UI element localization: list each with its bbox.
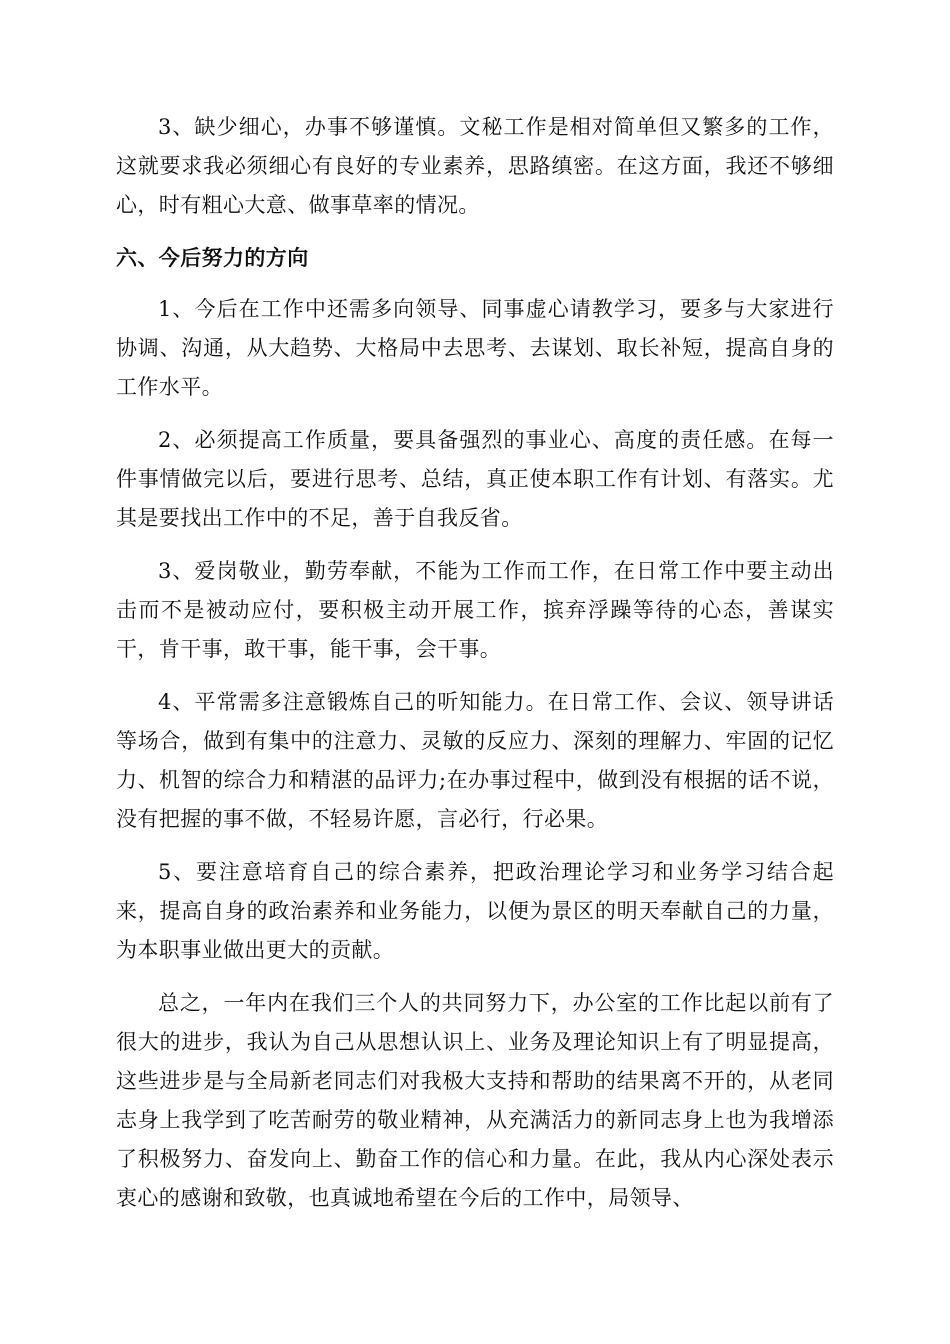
paragraph-direction-4: 4、平常需多注意锻炼自己的听知能力。在日常工作、会议、领导讲话等场合，做到有集中的注意力、灵敏的反应力、深刻的理解力、牢固的记忆力、机智的综合力和精湛的品评力;在办事过程中，做到没有根据的话不说，没有把握的事不做，不轻易许愿，言必行，行必果。 [116, 690, 834, 831]
paragraph-shortcoming-3: 3、缺少细心，办事不够谨慎。文秘工作是相对简单但又繁多的工作，这就要求我必须细心有良好的专业素养，思路缜密。在这方面，我还不够细心，时有粗心大意、做事草率的情况。 [116, 115, 834, 217]
paragraph-direction-5: 5、要注意培育自己的综合素养，把政治理论学习和业务学习结合起来，提高自身的政治素养和业务能力，以便为景区的明天奉献自己的力量，为本职事业做出更大的贡献。 [116, 860, 834, 962]
paragraph-direction-1: 1、今后在工作中还需多向领导、同事虚心请教学习，要多与大家进行协调、沟通，从大趋势、大格局中去思考、去谋划、取长补短，提高自身的工作水平。 [116, 297, 834, 399]
section-heading: 六、今后努力的方向 [116, 246, 309, 270]
paragraph-conclusion: 总之，一年内在我们三个人的共同努力下，办公室的工作比起以前有了很大的进步，我认为自己从思想认识上、业务及理论知识上有了明显提高，这些进步是与全局新老同志们对我极大支持和帮助的结果离不开的，从老同志身上我学到了吃苦耐劳的敬业精神，从充满活力的新同志身上也为我增添了积极努力、奋发向上、勤奋工作的信心和力量。在此，我从内心深处表示衷心的感谢和致敬，也真诚地希望在今后的工作中，局领导、 [116, 991, 834, 1210]
paragraph-direction-3: 3、爱岗敬业，勤劳奉献，不能为工作而工作，在日常工作中要主动出击而不是被动应付，要积极主动开展工作，摈弃浮躁等待的心态，善谋实干，肯干事，敢干事，能干事，会干事。 [116, 559, 834, 661]
document-body [116, 108, 834, 1232]
paragraph-direction-2: 2、必须提高工作质量，要具备强烈的事业心、高度的责任感。在每一件事情做完以后，要进行思考、总结，真正使本职工作有计划、有落实。尤其是要找出工作中的不足，善于自我反省。 [116, 428, 834, 530]
